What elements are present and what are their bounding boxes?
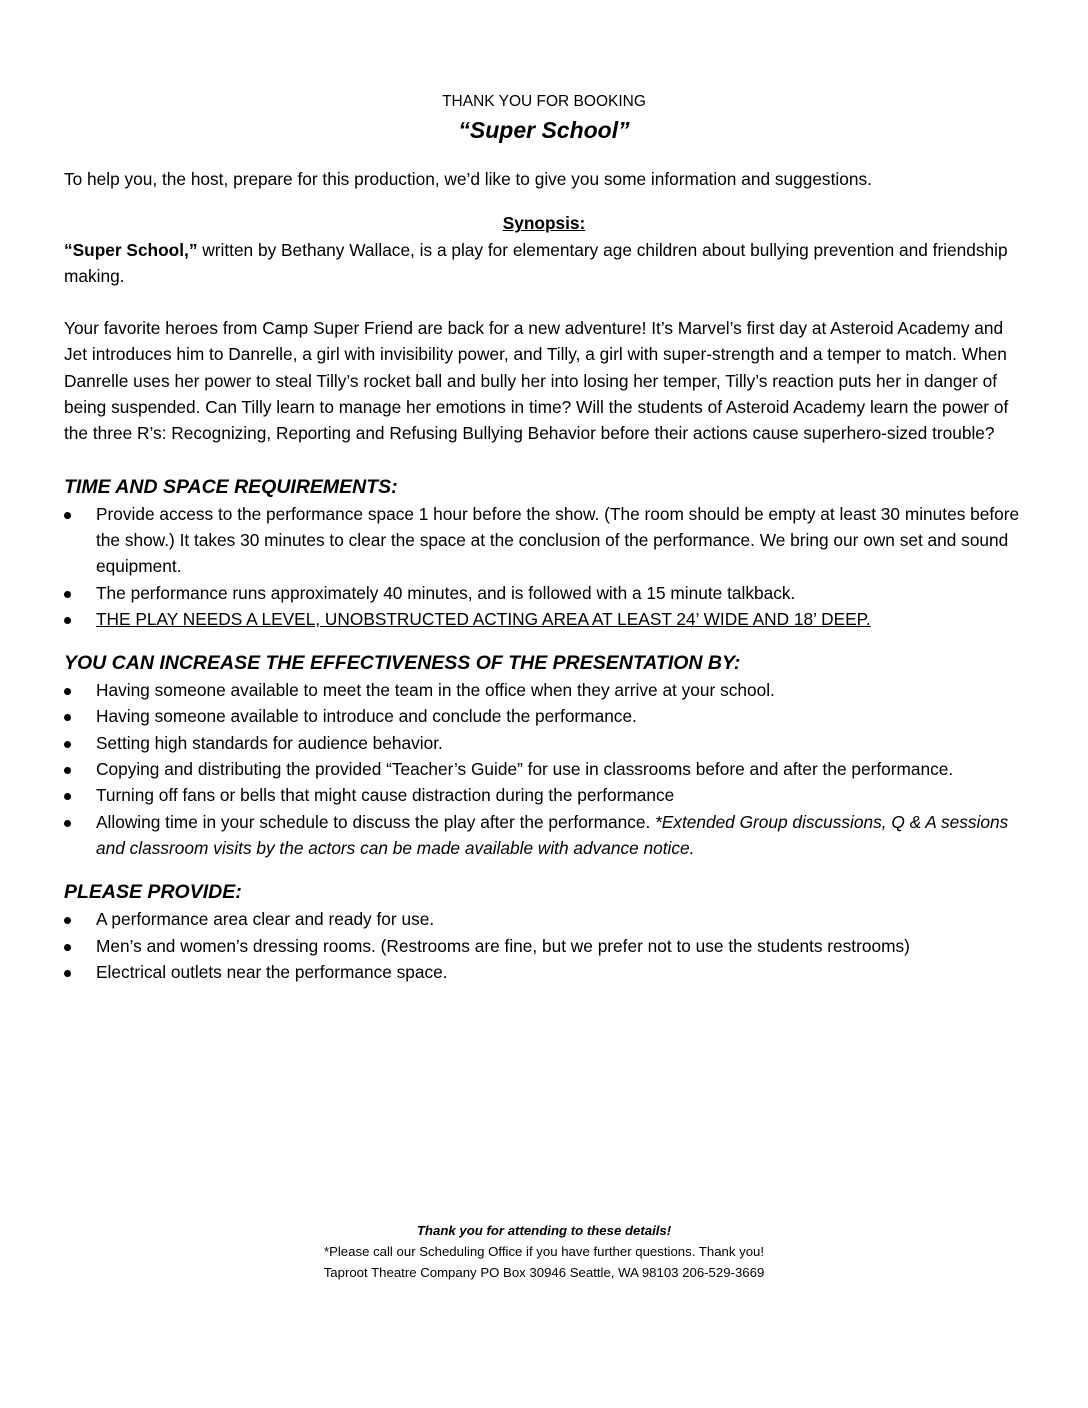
bullet-icon — [64, 767, 71, 774]
list-item: Setting high standards for audience behavior. — [64, 730, 1024, 756]
footer — [0, 1220, 1088, 1283]
synopsis-lead-text: written by Bethany Wallace, is a play for elementary age children about bullying prevention and friendship making. — [64, 239, 1008, 286]
intro-paragraph: To help you, the host, prepare for this production, we’d like to give you some information and suggestions. — [64, 169, 872, 189]
bullet-icon — [64, 714, 71, 721]
bullet-icon — [64, 820, 71, 827]
list-item — [64, 606, 1024, 632]
bullet-icon — [64, 617, 71, 624]
footer-thanks: Thank you for attending to these details! — [416, 1223, 672, 1238]
document-body — [64, 90, 1024, 1002]
advance-notice-note: *Extended Group discussions, Q & A sessions and classroom visits by the actors can be made available with advance notice. — [96, 811, 1009, 858]
list-item: Electrical outlets near the performance space. — [64, 959, 1024, 985]
synopsis-heading: Synopsis: — [502, 213, 586, 234]
bullet-icon — [64, 741, 71, 748]
booking-thanks: THANK YOU FOR BOOKING — [442, 93, 646, 110]
play-title: “Super School” — [458, 117, 630, 143]
synopsis-lead-title: “Super School,” — [64, 239, 198, 260]
effectiveness-section — [64, 649, 1024, 861]
time-space-heading: TIME AND SPACE REQUIREMENTS: — [64, 475, 398, 498]
list-item: The performance runs approximately 40 minutes, and is followed with a 15 minute talkback. — [64, 580, 1024, 606]
list-item: Copying and distributing the provided “Teacher’s Guide” for use in classrooms before and after the performance. — [64, 756, 1024, 782]
effectiveness-list — [64, 677, 1024, 861]
footer-address: Taproot Theatre Company PO Box 30946 Seattle, WA 98103 206-529-3669 — [323, 1265, 765, 1280]
time-space-list — [64, 501, 1024, 632]
provide-section — [64, 878, 1024, 985]
synopsis-lead — [64, 237, 1024, 290]
bullet-icon — [64, 688, 71, 695]
bullet-icon — [64, 591, 71, 598]
bullet-icon — [64, 917, 71, 924]
list-item: Allowing time in your schedule to discuss the play after the performance. *Extended Group discussions, Q & A sessions and classroom visits by the actors can be made available with advance notice. — [64, 809, 1024, 862]
synopsis-body: Your favorite heroes from Camp Super Friend are back for a new adventure! It’s Marvel’s first day at Asteroid Academy and Jet introduces him to Danrelle, a girl with invisibility power, and Tilly, a girl with super-strength and a temper to match. When Danrelle uses her power to steal Tilly’s rocket ball and bully her into losing her temper, Tilly’s reaction puts her in danger of being suspended. Can Tilly learn to manage her emotions in time? Will the students of Asteroid Academy learn the power of the three R’s: Recognizing, Reporting and Refusing Bullying Behavior before their actions cause superhero-sized trouble? — [64, 318, 1009, 444]
footer-contact-note: *Please call our Scheduling Office if you have further questions. Thank you! — [323, 1244, 765, 1259]
bullet-icon — [64, 512, 71, 519]
list-item: Having someone available to introduce and conclude the performance. — [64, 703, 1024, 729]
effectiveness-heading: YOU CAN INCREASE THE EFFECTIVENESS OF THE PRESENTATION BY: — [64, 652, 741, 675]
list-item: Having someone available to meet the team in the office when they arrive at your school. — [64, 677, 1024, 703]
provide-heading: PLEASE PROVIDE: — [64, 881, 242, 904]
bullet-icon — [64, 970, 71, 977]
list-item: Men’s and women’s dressing rooms. (Restrooms are fine, but we prefer not to use the students restrooms) — [64, 933, 1024, 959]
list-item: Turning off fans or bells that might cause distraction during the performance — [64, 782, 1024, 808]
bullet-icon — [64, 793, 71, 800]
list-item: Provide access to the performance space 1 hour before the show. (The room should be empty at least 30 minutes before the show.) It takes 30 minutes to clear the space at the conclusion of the performance. We bring our own set and sound equipment. — [64, 501, 1024, 580]
provide-list — [64, 906, 1024, 985]
list-item: A performance area clear and ready for use. — [64, 906, 1024, 932]
time-space-section — [64, 473, 1024, 632]
acting-area-requirement: THE PLAY NEEDS A LEVEL, UNOBSTRUCTED ACTING AREA AT LEAST 24’ WIDE AND 18’ DEEP. — [96, 608, 871, 629]
bullet-icon — [64, 944, 71, 951]
